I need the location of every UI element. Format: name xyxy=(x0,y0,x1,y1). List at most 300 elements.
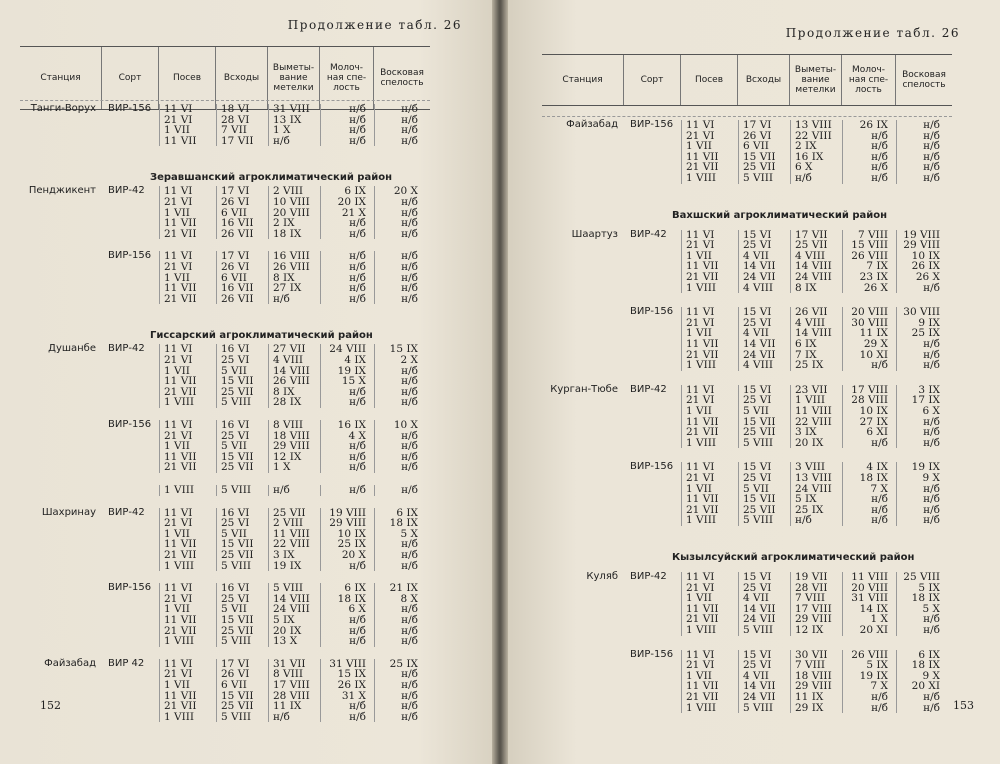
date-value: 23 IX xyxy=(859,270,888,283)
date-value: н/б xyxy=(871,514,888,527)
date-value: 1 VII xyxy=(164,603,190,616)
date-value: 11 IX xyxy=(273,700,302,713)
station-name: Душанбе xyxy=(48,343,96,355)
date-value: н/б xyxy=(401,450,418,463)
date-value: 25 VI xyxy=(221,592,250,605)
date-value: н/б xyxy=(795,514,812,527)
date-value: 1 VII xyxy=(686,140,712,153)
date-value: 15 VI xyxy=(743,306,772,319)
column-header: Молоч- ная спе- лость xyxy=(842,55,896,105)
date-value: 26 VIII xyxy=(273,375,310,388)
table-row xyxy=(542,230,952,294)
date-value: 18 IX xyxy=(911,659,940,672)
date-column xyxy=(790,230,842,294)
date-value: 26 IX xyxy=(859,119,888,131)
date-value: н/б xyxy=(349,227,366,240)
date-value: 11 VII xyxy=(164,134,197,147)
date-value: 26 X xyxy=(915,270,940,283)
date-value: н/б xyxy=(401,385,418,398)
date-column xyxy=(842,650,896,714)
date-value: н/б xyxy=(401,375,418,388)
date-value: н/б xyxy=(349,103,366,115)
date-column xyxy=(842,120,896,184)
table-row xyxy=(542,650,952,714)
date-value: н/б xyxy=(349,250,366,263)
date-value: 18 IX xyxy=(859,471,888,484)
date-value: 19 VIII xyxy=(329,506,366,519)
date-value: 17 VIII xyxy=(273,678,310,691)
date-value: н/б xyxy=(349,710,366,723)
column-header: Станция xyxy=(542,55,624,105)
date-value: 6 IX xyxy=(344,185,366,198)
date-value: 24 VII xyxy=(743,690,776,703)
date-value: 21 VII xyxy=(686,270,719,283)
date-value: 4 VII xyxy=(743,327,769,340)
date-value: 4 X xyxy=(348,429,366,442)
date-value: 16 VI xyxy=(221,343,250,356)
date-value: 1 VIII xyxy=(686,701,717,714)
date-value: 11 VIII xyxy=(273,527,310,540)
date-value: 11 VI xyxy=(164,185,193,198)
date-value: 17 VI xyxy=(221,185,250,198)
date-column xyxy=(790,307,842,371)
date-value: 21 VI xyxy=(164,260,193,273)
date-value: 24 VII xyxy=(743,613,776,626)
date-value: 11 VI xyxy=(164,506,193,519)
date-value: 1 VIII xyxy=(686,359,717,372)
date-value: 4 VIII xyxy=(795,316,826,329)
date-value: 25 VI xyxy=(743,471,772,484)
date-value: 19 VIII xyxy=(903,228,940,241)
date-column xyxy=(216,344,268,408)
station-name: Куляб xyxy=(586,571,618,582)
date-value: н/б xyxy=(401,134,418,147)
date-value: 6 IX xyxy=(396,506,418,519)
date-value: 14 VII xyxy=(743,337,776,350)
date-value: 20 IX xyxy=(273,624,302,637)
date-value: 18 VIII xyxy=(795,669,832,682)
date-value: 16 VII xyxy=(221,282,254,295)
date-value: 15 VI xyxy=(743,571,772,583)
date-value: 10 XI xyxy=(859,348,888,361)
date-value: 25 VII xyxy=(221,385,254,398)
date-value: 6 X xyxy=(348,603,366,616)
date-column xyxy=(268,251,320,304)
date-value: 25 VI xyxy=(221,353,250,366)
table-caption: Продолжение табл. 26 xyxy=(785,26,960,40)
date-column xyxy=(216,508,268,572)
date-column xyxy=(320,659,374,723)
date-value: н/б xyxy=(401,195,418,208)
date-value: 5 VIII xyxy=(743,514,774,527)
date-value: 14 VII xyxy=(743,680,776,693)
date-value: 29 VIII xyxy=(329,517,366,530)
station-name xyxy=(542,307,624,371)
date-column xyxy=(216,186,268,239)
date-value: 1 X xyxy=(273,124,291,137)
date-value: 30 VIII xyxy=(851,316,888,329)
date-value: 31 VIII xyxy=(273,103,310,115)
variety-name xyxy=(102,485,159,496)
date-value: 16 VI xyxy=(221,506,250,519)
date-value: 25 IX xyxy=(795,503,824,516)
date-value: н/б xyxy=(401,461,418,474)
table-row xyxy=(20,104,430,146)
date-value: 24 VII xyxy=(743,348,776,361)
date-value: 4 VIII xyxy=(743,359,774,372)
date-value: 1 VII xyxy=(686,327,712,340)
date-value: 19 IX xyxy=(859,669,888,682)
date-value: 14 VIII xyxy=(273,592,310,605)
date-value: 25 VI xyxy=(743,659,772,672)
date-value: 11 VII xyxy=(164,613,197,626)
date-value: 31 VII xyxy=(273,657,306,670)
date-column xyxy=(790,650,842,714)
date-value: н/б xyxy=(401,624,418,637)
date-value: 1 VIII xyxy=(164,484,195,496)
date-value: 7 IX xyxy=(795,348,817,361)
date-value: 22 VIII xyxy=(795,129,832,142)
station-name: Танги-Ворух xyxy=(30,103,96,114)
date-column xyxy=(738,120,790,184)
book-gutter xyxy=(492,0,508,764)
date-value: 9 X xyxy=(922,669,940,682)
date-column xyxy=(842,385,896,449)
date-value: н/б xyxy=(349,450,366,463)
date-value: 29 VIII xyxy=(795,680,832,693)
date-value: 8 IX xyxy=(273,385,295,398)
date-value: н/б xyxy=(923,482,940,495)
table-row xyxy=(20,508,430,572)
date-column xyxy=(268,659,320,723)
date-value: н/б xyxy=(923,119,940,131)
date-value: 16 VIII xyxy=(273,250,310,263)
date-column xyxy=(738,650,790,714)
date-value: 17 VII xyxy=(221,134,254,147)
date-value: 5 VIII xyxy=(221,559,252,572)
date-value: н/б xyxy=(401,613,418,626)
date-value: 5 VII xyxy=(221,527,247,540)
date-value: 19 IX xyxy=(273,559,302,572)
date-value: 1 VII xyxy=(686,592,712,605)
date-value: 21 VII xyxy=(686,690,719,703)
date-value: 25 IX xyxy=(337,538,366,551)
date-value: 6 IX xyxy=(795,337,817,350)
table-row xyxy=(20,420,430,473)
station-name xyxy=(542,462,624,526)
station-name xyxy=(542,650,624,714)
date-value: 26 VIII xyxy=(851,648,888,661)
region-heading: Гиссарский агроклиматический район xyxy=(150,330,373,342)
date-value: 11 VI xyxy=(164,419,193,431)
date-column xyxy=(374,485,430,496)
date-value: н/б xyxy=(401,113,418,126)
date-column xyxy=(320,251,374,304)
date-value: 19 VII xyxy=(795,571,828,583)
date-value: 21 VI xyxy=(686,129,715,142)
date-value: н/б xyxy=(401,538,418,551)
date-value: 1 VII xyxy=(686,249,712,262)
date-value: 11 VII xyxy=(686,602,719,615)
date-column xyxy=(216,583,268,647)
date-value: 28 IX xyxy=(273,396,302,409)
date-value: 22 VIII xyxy=(273,538,310,551)
date-value: 8 VIII xyxy=(273,668,304,681)
date-value: 20 XI xyxy=(859,623,888,636)
column-header: Посев xyxy=(159,47,216,109)
date-column xyxy=(790,120,842,184)
date-value: н/б xyxy=(401,364,418,377)
date-value: 18 VIII xyxy=(273,429,310,442)
date-value: н/б xyxy=(401,227,418,240)
date-value: н/б xyxy=(401,678,418,691)
table-row xyxy=(20,344,430,408)
date-value: 1 VII xyxy=(164,364,190,377)
station-name: Шахринау xyxy=(41,506,96,518)
date-value: н/б xyxy=(401,559,418,572)
date-value: н/б xyxy=(923,514,940,527)
date-value: 4 IX xyxy=(866,461,888,474)
date-value: 1 X xyxy=(273,461,291,474)
date-value: 26 VI xyxy=(221,260,250,273)
date-value: 10 IX xyxy=(911,249,940,262)
date-value: н/б xyxy=(923,613,940,626)
date-value: 18 VI xyxy=(221,103,250,115)
date-value: 5 IX xyxy=(866,659,888,672)
date-value: 8 X xyxy=(400,592,418,605)
date-value: 21 VI xyxy=(164,429,193,442)
column-header: Станция xyxy=(20,47,102,109)
date-value: 24 VIII xyxy=(329,343,366,356)
date-column xyxy=(374,508,430,572)
date-value: н/б xyxy=(871,140,888,153)
date-value: 26 VI xyxy=(743,129,772,142)
date-value: 16 VI xyxy=(221,419,250,431)
date-value: н/б xyxy=(401,124,418,137)
date-value: 24 VIII xyxy=(273,603,310,616)
date-value: 21 VI xyxy=(686,316,715,329)
date-value: н/б xyxy=(401,603,418,616)
date-value: 25 VII xyxy=(221,548,254,561)
date-column xyxy=(842,230,896,294)
date-value: н/б xyxy=(349,624,366,637)
date-value: н/б xyxy=(923,701,940,714)
table-row xyxy=(20,659,430,723)
date-value: 19 IX xyxy=(337,364,366,377)
station-name: Шаартуз xyxy=(571,228,618,240)
date-value: 5 VIII xyxy=(221,635,252,648)
date-value: 11 VII xyxy=(686,493,719,506)
date-value: 10 IX xyxy=(859,404,888,417)
column-header: Сорт xyxy=(624,55,681,105)
date-value: н/б xyxy=(349,124,366,137)
date-value: 29 VIII xyxy=(903,239,940,252)
date-value: 6 XI xyxy=(866,426,888,439)
date-value: 20 VIII xyxy=(851,581,888,594)
date-column xyxy=(374,583,430,647)
date-value: 24 VII xyxy=(743,270,776,283)
variety-name: ВИР-42 xyxy=(630,228,667,240)
date-value: 6 VII xyxy=(221,206,247,219)
variety-name: ВИР-42 xyxy=(630,383,667,395)
date-value: 2 X xyxy=(400,353,418,366)
date-value: 5 VIII xyxy=(743,171,774,184)
date-value: 28 VI xyxy=(221,113,250,126)
date-value: 1 VIII xyxy=(686,623,717,636)
date-value: 11 VII xyxy=(164,375,197,388)
date-value: 21 VII xyxy=(164,548,197,561)
column-header: Молоч- ная спе- лость xyxy=(320,47,374,109)
date-value: 14 VIII xyxy=(795,327,832,340)
date-value: 13 X xyxy=(273,635,298,648)
date-value: 11 VI xyxy=(686,306,715,319)
date-value: н/б xyxy=(923,171,940,184)
station-name: Файзабад xyxy=(44,657,96,669)
variety-name: ВИР-156 xyxy=(630,306,674,318)
date-value: 15 VIII xyxy=(851,239,888,252)
date-value: н/б xyxy=(349,271,366,284)
date-column xyxy=(681,462,738,526)
date-value: н/б xyxy=(871,701,888,714)
date-column xyxy=(268,344,320,408)
date-column xyxy=(896,650,952,714)
date-column xyxy=(268,104,320,146)
date-value: 20 IX xyxy=(337,195,366,208)
date-value: 25 VI xyxy=(743,316,772,329)
date-value: 15 VI xyxy=(743,461,772,474)
date-value: н/б xyxy=(401,635,418,648)
date-value: н/б xyxy=(871,161,888,174)
date-value: 24 VIII xyxy=(795,270,832,283)
date-value: н/б xyxy=(871,171,888,184)
date-value: 5 VIII xyxy=(743,623,774,636)
date-value: 21 VII xyxy=(164,227,197,240)
date-value: 17 VIII xyxy=(851,383,888,396)
date-value: 29 X xyxy=(863,337,888,350)
date-value: н/б xyxy=(401,292,418,305)
date-value: 15 VI xyxy=(743,383,772,396)
date-column xyxy=(738,307,790,371)
date-value: 1 VII xyxy=(164,440,190,453)
date-column xyxy=(896,307,952,371)
date-column xyxy=(738,572,790,636)
date-value: н/б xyxy=(349,461,366,474)
date-value: 21 VI xyxy=(164,113,193,126)
date-value: 11 IX xyxy=(795,690,824,703)
date-column xyxy=(681,307,738,371)
date-value: н/б xyxy=(871,359,888,372)
date-column xyxy=(790,462,842,526)
date-value: н/б xyxy=(923,690,940,703)
date-value: 3 IX xyxy=(273,548,295,561)
date-value: н/б xyxy=(871,436,888,449)
date-value: 1 VII xyxy=(164,678,190,691)
date-value: 18 IX xyxy=(337,592,366,605)
date-column xyxy=(842,307,896,371)
date-value: н/б xyxy=(923,426,940,439)
variety-name: ВИР-156 xyxy=(630,119,674,130)
date-column xyxy=(320,583,374,647)
date-value: 1 VII xyxy=(686,482,712,495)
date-column xyxy=(681,650,738,714)
variety-name: ВИР 42 xyxy=(108,657,145,669)
right-page xyxy=(508,0,1000,764)
date-value: 9 X xyxy=(922,471,940,484)
date-value: н/б xyxy=(401,548,418,561)
date-value: н/б xyxy=(923,493,940,506)
table-row xyxy=(20,583,430,647)
date-value: 4 VIII xyxy=(795,249,826,262)
date-column xyxy=(159,583,216,647)
date-value: 5 IX xyxy=(273,613,295,626)
date-value: 25 VII xyxy=(273,506,306,519)
station-name: Файзабад xyxy=(566,119,618,130)
date-value: 12 IX xyxy=(273,450,302,463)
table-row xyxy=(20,251,430,304)
date-value: 7 IX xyxy=(866,260,888,273)
date-value: 25 IX xyxy=(911,327,940,340)
date-value: 8 IX xyxy=(273,271,295,284)
station-name xyxy=(20,583,102,647)
date-value: 6 VII xyxy=(221,678,247,691)
date-value: 5 VIII xyxy=(221,710,252,723)
date-value: 21 VI xyxy=(164,668,193,681)
date-value: 17 VI xyxy=(221,250,250,263)
date-value: 21 VI xyxy=(686,239,715,252)
date-column xyxy=(681,572,738,636)
date-value: 15 VII xyxy=(221,375,254,388)
date-value: 14 VIII xyxy=(273,364,310,377)
date-value: н/б xyxy=(923,281,940,294)
date-column xyxy=(159,104,216,146)
date-value: 16 IX xyxy=(337,419,366,431)
date-column xyxy=(738,385,790,449)
date-value: н/б xyxy=(401,668,418,681)
variety-name: ВИР-42 xyxy=(630,571,667,582)
date-value: 15 VII xyxy=(743,415,776,428)
date-value: 7 VIII xyxy=(795,659,826,672)
date-column xyxy=(842,462,896,526)
date-column xyxy=(159,251,216,304)
date-value: 5 VII xyxy=(221,440,247,453)
date-value: 3 IX xyxy=(918,383,940,396)
table-row xyxy=(542,120,952,184)
date-value: 6 IX xyxy=(344,582,366,595)
variety-name: ВИР-156 xyxy=(630,648,674,660)
date-value: 27 IX xyxy=(273,282,302,295)
table-header xyxy=(542,54,952,106)
date-value: 21 VI xyxy=(164,353,193,366)
table-row xyxy=(542,462,952,526)
date-value: 25 VII xyxy=(221,461,254,474)
column-header: Восковая спелость xyxy=(380,68,424,88)
date-column xyxy=(681,385,738,449)
date-value: н/б xyxy=(349,113,366,126)
date-value: 25 VI xyxy=(221,429,250,442)
date-value: 12 IX xyxy=(795,623,824,636)
date-value: н/б xyxy=(349,635,366,648)
date-column xyxy=(790,572,842,636)
date-value: 1 VIII xyxy=(686,514,717,527)
date-value: н/б xyxy=(923,129,940,142)
date-value: 25 VII xyxy=(221,700,254,713)
date-value: 6 IX xyxy=(918,648,940,661)
date-value: 10 X xyxy=(393,419,418,431)
date-value: 11 VI xyxy=(686,461,715,474)
date-value: 11 VII xyxy=(686,415,719,428)
date-value: 5 VII xyxy=(743,482,769,495)
date-value: 18 IX xyxy=(911,592,940,605)
